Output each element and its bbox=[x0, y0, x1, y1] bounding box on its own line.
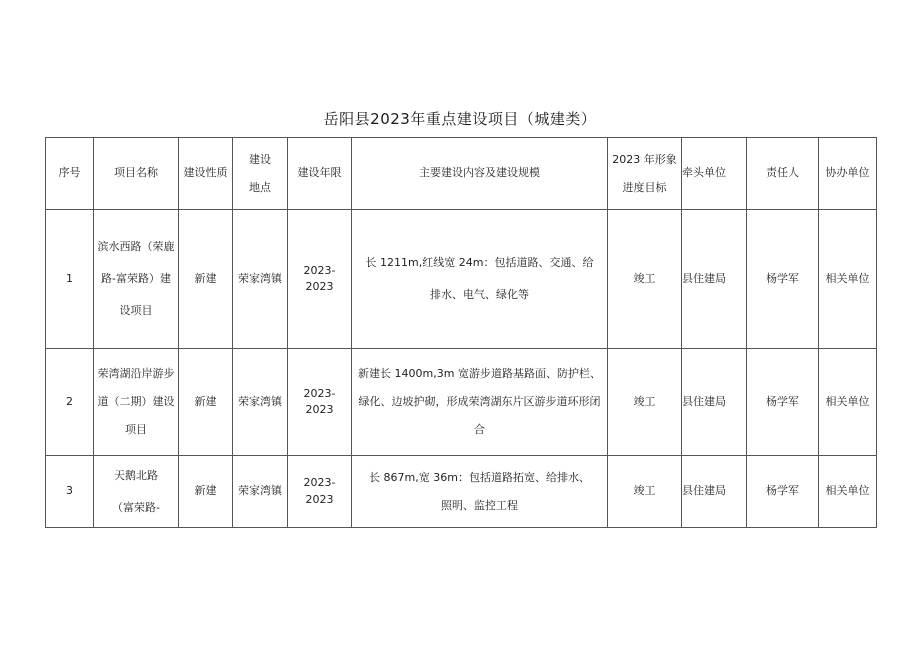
cell-period: 2023-2023 bbox=[288, 210, 352, 349]
cell-name-text: 天鹅北路（富荣路- bbox=[112, 468, 160, 514]
cell-lead: 县住建局 bbox=[682, 456, 747, 528]
cell-name bbox=[94, 456, 179, 528]
cell-target: 竣工 bbox=[608, 349, 682, 456]
header-location bbox=[233, 138, 288, 210]
cell-content bbox=[352, 210, 608, 349]
cell-name: 荣湾湖沿岸游步道（二期）建设项目 bbox=[94, 349, 179, 456]
cell-location: 荣家湾镇 bbox=[233, 456, 288, 528]
cell-target: 竣工 bbox=[608, 456, 682, 528]
cell-person: 杨学军 bbox=[747, 349, 819, 456]
cell-nature: 新建 bbox=[179, 456, 233, 528]
cell-assist: 相关单位 bbox=[819, 456, 877, 528]
cell-assist: 相关单位 bbox=[819, 210, 877, 349]
cell-content bbox=[352, 456, 608, 528]
header-nature: 建设性质 bbox=[179, 138, 233, 210]
header-target: 2023 年形象进度目标 bbox=[608, 138, 682, 210]
cell-period: 2023-2023 bbox=[288, 349, 352, 456]
cell-person: 杨学军 bbox=[747, 456, 819, 528]
header-assist: 协办单位 bbox=[819, 138, 877, 210]
header-index: 序号 bbox=[46, 138, 94, 210]
cell-content bbox=[352, 349, 608, 456]
header-row bbox=[46, 138, 877, 210]
header-person: 责任人 bbox=[747, 138, 819, 210]
cell-person: 杨学军 bbox=[747, 210, 819, 349]
header-lead: 牵头单位 bbox=[682, 138, 747, 210]
cell-location: 荣家湾镇 bbox=[233, 210, 288, 349]
cell-assist: 相关单位 bbox=[819, 349, 877, 456]
page-title: 岳阳县2023年重点建设项目（城建类） bbox=[323, 110, 597, 128]
cell-lead: 县住建局 bbox=[682, 210, 747, 349]
cell-location: 荣家湾镇 bbox=[233, 349, 288, 456]
cell-lead: 县住建局 bbox=[682, 349, 747, 456]
cell-period: 2023-2023 bbox=[288, 456, 352, 528]
cell-index: 2 bbox=[46, 349, 94, 456]
header-period: 建设年限 bbox=[288, 138, 352, 210]
cell-content-text: 长 867m,宽 36m：包括道路拓宽、给排水、照明、监控工程 bbox=[369, 470, 590, 512]
table-row bbox=[46, 210, 877, 349]
cell-nature: 新建 bbox=[179, 349, 233, 456]
cell-content-text: 新建长 1400m,3m 宽游步道路基路面、防护栏、绿化、边坡护砌，形成荣湾湖东片区游步道环形闭合 bbox=[358, 367, 601, 436]
cell-nature: 新建 bbox=[179, 210, 233, 349]
cell-index: 3 bbox=[46, 456, 94, 528]
table-row bbox=[46, 349, 877, 456]
projects-table bbox=[45, 137, 877, 528]
header-name: 项目名称 bbox=[94, 138, 179, 210]
table-row bbox=[46, 456, 877, 528]
cell-index: 1 bbox=[46, 210, 94, 349]
cell-content-text: 长 1211m,红线宽 24m：包括道路、交通、给排水、电气、绿化等 bbox=[365, 256, 594, 301]
header-content: 主要建设内容及建设规模 bbox=[352, 138, 608, 210]
cell-target: 竣工 bbox=[608, 210, 682, 349]
cell-name: 滨水西路（荣鹿路-富荣路）建设项目 bbox=[94, 210, 179, 349]
header-location-text: 建设地点 bbox=[249, 152, 271, 194]
